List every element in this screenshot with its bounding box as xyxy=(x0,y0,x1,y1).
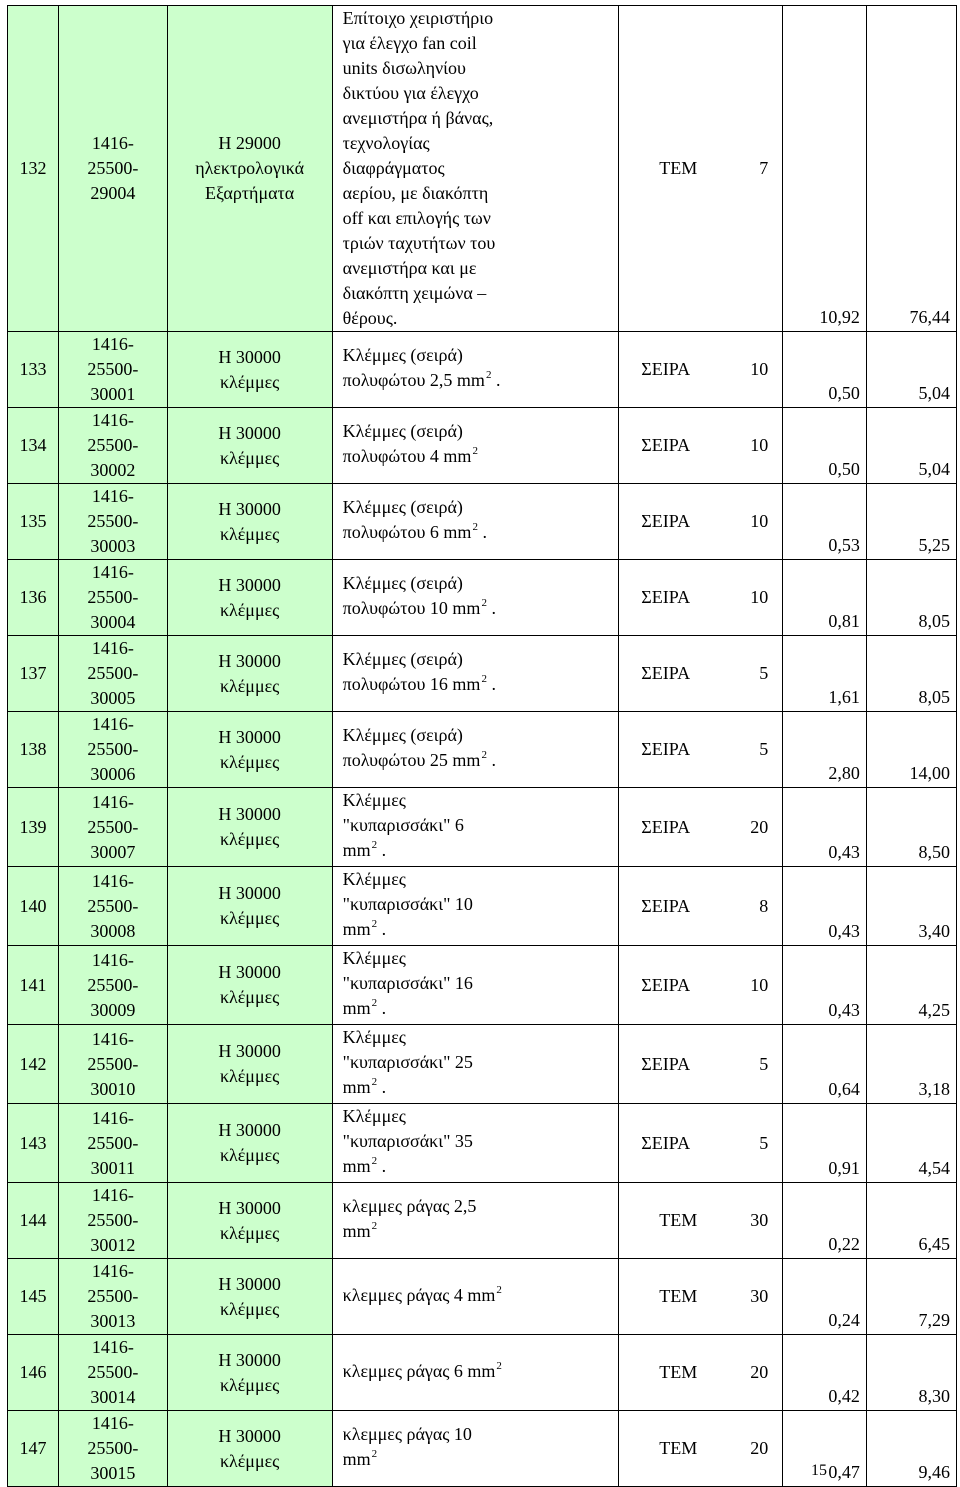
table-row xyxy=(8,1259,957,1335)
item-category: Η 30000 κλέμμες xyxy=(167,1259,332,1335)
table-row xyxy=(8,332,957,408)
description-text: Κλέμμες (σειρά) πολυφώτου 25 mm xyxy=(342,725,481,770)
item-unit-cell xyxy=(619,1411,783,1487)
description-text: κλεμμες ράγας 6 mm xyxy=(342,1360,496,1381)
item-total: 8,05 xyxy=(866,560,956,636)
item-total: 5,25 xyxy=(866,484,956,560)
description-tail: . xyxy=(486,598,496,618)
item-unit-cell xyxy=(619,1335,783,1411)
table-row xyxy=(8,712,957,788)
item-description xyxy=(332,1335,619,1411)
item-quantity: 10 xyxy=(750,435,769,455)
description-superscript: 2 xyxy=(371,1448,378,1460)
description-tail: . xyxy=(377,1156,387,1176)
item-unit-price: 0,43 xyxy=(783,867,867,946)
item-description xyxy=(332,867,619,946)
item-number: 133 xyxy=(8,332,59,408)
item-unit: ΣΕΙΡΑ xyxy=(641,587,691,607)
item-unit-cell xyxy=(619,636,783,712)
item-unit-cell xyxy=(619,408,783,484)
description-tail: . xyxy=(377,840,387,860)
item-unit-price: 1,61 xyxy=(783,636,867,712)
description-tail: . xyxy=(377,1077,387,1097)
item-quantity: 5 xyxy=(759,739,769,759)
item-total: 8,05 xyxy=(866,636,956,712)
description-tail: . xyxy=(377,919,387,939)
item-total: 4,54 xyxy=(866,1104,956,1183)
item-unit-cell xyxy=(619,6,783,332)
item-description xyxy=(332,1411,619,1487)
item-unit-price: 0,22 xyxy=(783,1183,867,1259)
table-row xyxy=(8,1025,957,1104)
description-tail: . xyxy=(477,522,487,542)
price-table-body xyxy=(8,6,957,1487)
item-total: 14,00 xyxy=(866,712,956,788)
item-category: Η 30000 κλέμμες xyxy=(167,788,332,867)
item-quantity: 5 xyxy=(759,1132,769,1153)
item-unit-cell xyxy=(619,560,783,636)
item-code: 1416- 25500- 30003 xyxy=(59,484,168,560)
item-quantity: 20 xyxy=(750,1362,769,1382)
item-number: 140 xyxy=(8,867,59,946)
item-unit-cell xyxy=(619,484,783,560)
item-total: 4,25 xyxy=(866,946,956,1025)
description-text: Κλέμμες (σειρά) πολυφώτου 4 mm xyxy=(342,421,472,466)
item-unit-cell xyxy=(619,1104,783,1183)
table-row xyxy=(8,946,957,1025)
item-unit: ΣΕΙΡΑ xyxy=(641,435,691,455)
item-quantity: 5 xyxy=(759,1053,769,1074)
item-description xyxy=(332,408,619,484)
item-unit-price: 0,50 xyxy=(783,408,867,484)
item-unit: ΤΕΜ xyxy=(659,1210,698,1230)
item-quantity: 30 xyxy=(750,1286,769,1306)
item-category: Η 30000 κλέμμες xyxy=(167,1335,332,1411)
item-number: 145 xyxy=(8,1259,59,1335)
item-category: Η 30000 κλέμμες xyxy=(167,867,332,946)
description-text: Κλέμμες (σειρά) πολυφώτου 6 mm xyxy=(342,497,472,542)
item-unit-price: 0,91 xyxy=(783,1104,867,1183)
item-total: 7,29 xyxy=(866,1259,956,1335)
item-code: 1416- 25500- 30012 xyxy=(59,1183,168,1259)
item-unit-price: 0,43 xyxy=(783,788,867,867)
table-row xyxy=(8,560,957,636)
item-unit-cell xyxy=(619,1183,783,1259)
item-total: 5,04 xyxy=(866,332,956,408)
item-category: Η 30000 κλέμμες xyxy=(167,484,332,560)
page-number: 15 xyxy=(811,1462,827,1479)
item-code: 1416- 25500- 30013 xyxy=(59,1259,168,1335)
item-unit: ΣΕΙΡΑ xyxy=(641,1053,691,1074)
item-number: 137 xyxy=(8,636,59,712)
item-unit: ΣΕΙΡΑ xyxy=(641,739,691,759)
item-unit-cell xyxy=(619,1259,783,1335)
item-category: Η 30000 κλέμμες xyxy=(167,332,332,408)
item-unit: ΣΕΙΡΑ xyxy=(641,1132,691,1153)
description-superscript: 2 xyxy=(496,1283,502,1296)
item-description xyxy=(332,484,619,560)
item-category: Η 30000 κλέμμες xyxy=(167,1183,332,1259)
item-code: 1416- 25500- 30011 xyxy=(59,1104,168,1183)
item-description xyxy=(332,1025,619,1104)
description-text: κλεμμες ράγας 4 mm xyxy=(342,1284,496,1305)
item-quantity: 10 xyxy=(750,359,769,379)
item-unit-price: 10,92 xyxy=(783,6,867,332)
item-unit: ΣΕΙΡΑ xyxy=(641,359,691,379)
item-number: 136 xyxy=(8,560,59,636)
item-unit-cell xyxy=(619,788,783,867)
item-number: 146 xyxy=(8,1335,59,1411)
item-category: Η 30000 κλέμμες xyxy=(167,1025,332,1104)
item-unit-price: 0,42 xyxy=(783,1335,867,1411)
item-code: 1416- 25500- 30009 xyxy=(59,946,168,1025)
description-text: Κλέμμες "κυπαρισσάκι" 35 mm xyxy=(342,1106,473,1176)
item-unit-price: 0,64 xyxy=(783,1025,867,1104)
item-unit: ΣΕΙΡΑ xyxy=(641,511,691,531)
description-text: Κλέμμες (σειρά) πολυφώτου 16 mm xyxy=(342,649,481,694)
description-superscript: 2 xyxy=(481,673,487,685)
table-row xyxy=(8,788,957,867)
description-superscript: 2 xyxy=(371,997,378,1009)
item-number: 143 xyxy=(8,1104,59,1183)
table-row xyxy=(8,1104,957,1183)
item-quantity: 30 xyxy=(750,1210,769,1230)
item-code: 1416- 25500- 30014 xyxy=(59,1335,168,1411)
item-unit-price: 0,53 xyxy=(783,484,867,560)
description-superscript: 2 xyxy=(371,918,378,930)
description-text: Κλέμμες (σειρά) πολυφώτου 10 mm xyxy=(342,573,481,618)
item-category: Η 30000 κλέμμες xyxy=(167,1411,332,1487)
item-total: 3,40 xyxy=(866,867,956,946)
table-row xyxy=(8,867,957,946)
item-number: 141 xyxy=(8,946,59,1025)
item-code: 1416- 25500- 30002 xyxy=(59,408,168,484)
item-number: 139 xyxy=(8,788,59,867)
item-unit-cell xyxy=(619,1025,783,1104)
description-superscript: 2 xyxy=(481,597,487,609)
item-number: 147 xyxy=(8,1411,59,1487)
description-text: Κλέμμες "κυπαρισσάκι" 25 mm xyxy=(342,1027,473,1097)
item-number: 132 xyxy=(8,6,59,332)
item-code: 1416- 25500- 30004 xyxy=(59,560,168,636)
description-text: Κλέμμες "κυπαρισσάκι" 16 mm xyxy=(342,948,473,1018)
item-category: Η 30000 κλέμμες xyxy=(167,946,332,1025)
item-unit-price: 2,80 xyxy=(783,712,867,788)
item-total: 8,30 xyxy=(866,1335,956,1411)
item-description xyxy=(332,1183,619,1259)
description-tail: . xyxy=(377,998,387,1018)
item-unit-cell xyxy=(619,332,783,408)
item-unit: ΤΕΜ xyxy=(659,1438,698,1458)
item-unit-cell xyxy=(619,712,783,788)
description-superscript: 2 xyxy=(371,839,378,851)
price-table xyxy=(7,5,957,1487)
item-number: 134 xyxy=(8,408,59,484)
table-row xyxy=(8,484,957,560)
item-description xyxy=(332,636,619,712)
item-category: Η 29000 ηλεκτρολογικά Εξαρτήματα xyxy=(167,6,332,332)
item-unit-price: 0,47 xyxy=(783,1411,867,1487)
item-description xyxy=(332,788,619,867)
item-number: 135 xyxy=(8,484,59,560)
description-superscript: 2 xyxy=(496,1359,502,1372)
item-unit-price: 0,81 xyxy=(783,560,867,636)
item-code: 1416- 25500- 29004 xyxy=(59,6,168,332)
item-total: 76,44 xyxy=(866,6,956,332)
item-quantity: 8 xyxy=(759,895,769,916)
item-unit: ΣΕΙΡΑ xyxy=(641,974,691,995)
description-superscript: 2 xyxy=(371,1076,378,1088)
table-row xyxy=(8,408,957,484)
item-code: 1416- 25500- 30006 xyxy=(59,712,168,788)
item-code: 1416- 25500- 30008 xyxy=(59,867,168,946)
item-unit: ΣΕΙΡΑ xyxy=(641,895,691,916)
item-total: 8,50 xyxy=(866,788,956,867)
item-quantity: 20 xyxy=(750,816,769,837)
description-superscript: 2 xyxy=(371,1155,378,1167)
description-tail: . xyxy=(486,750,496,770)
item-category: Η 30000 κλέμμες xyxy=(167,408,332,484)
item-unit-price: 0,43 xyxy=(783,946,867,1025)
description-superscript: 2 xyxy=(371,1220,378,1232)
item-unit-cell xyxy=(619,867,783,946)
item-unit-price: 0,50 xyxy=(783,332,867,408)
item-code: 1416- 25500- 30005 xyxy=(59,636,168,712)
item-total: 6,45 xyxy=(866,1183,956,1259)
item-number: 138 xyxy=(8,712,59,788)
item-quantity: 10 xyxy=(750,511,769,531)
description-text: Κλέμμες "κυπαρισσάκι" 6 mm xyxy=(342,790,464,860)
item-unit: ΤΕΜ xyxy=(659,1362,698,1382)
description-text: κλεμμες ράγας 10 mm xyxy=(342,1424,472,1469)
item-code: 1416- 25500- 30015 xyxy=(59,1411,168,1487)
table-row xyxy=(8,1335,957,1411)
item-total: 5,04 xyxy=(866,408,956,484)
item-description xyxy=(332,1259,619,1335)
description-text: Επίτοιχο χειριστήριο για έλεγχο fan coil units δισωληνίου δικτύου για έλεγχο ανεμιστήρα ή βάνας, τεχνολογίας διαφράγματος αερίου, με διακόπτη off και επιλογής των τριών ταχυτήτων του ανεμιστήρα και με διακόπτη χειμώνα – θέρους. xyxy=(342,8,496,328)
item-unit: ΣΕΙΡΑ xyxy=(641,663,691,683)
description-superscript: 2 xyxy=(472,521,478,533)
item-unit-price: 0,24 xyxy=(783,1259,867,1335)
item-description xyxy=(332,946,619,1025)
item-category: Η 30000 κλέμμες xyxy=(167,712,332,788)
item-unit: ΤΕΜ xyxy=(659,1286,698,1306)
item-quantity: 5 xyxy=(759,663,769,683)
description-text: Κλέμμες (σειρά) πολυφώτου 2,5 mm xyxy=(342,345,485,390)
description-text: κλεμμες ράγας 2,5 mm xyxy=(342,1196,477,1241)
item-quantity: 20 xyxy=(750,1438,769,1458)
table-row xyxy=(8,6,957,332)
description-superscript: 2 xyxy=(481,749,487,761)
item-unit: ΤΕΜ xyxy=(659,158,698,178)
item-description xyxy=(332,712,619,788)
item-category: Η 30000 κλέμμες xyxy=(167,1104,332,1183)
item-quantity: 7 xyxy=(759,158,769,178)
item-category: Η 30000 κλέμμες xyxy=(167,560,332,636)
item-number: 142 xyxy=(8,1025,59,1104)
description-tail: . xyxy=(486,674,496,694)
item-quantity: 10 xyxy=(750,587,769,607)
table-row xyxy=(8,636,957,712)
item-category: Η 30000 κλέμμες xyxy=(167,636,332,712)
item-description xyxy=(332,332,619,408)
item-description xyxy=(332,6,619,332)
item-code: 1416- 25500- 30001 xyxy=(59,332,168,408)
item-code: 1416- 25500- 30010 xyxy=(59,1025,168,1104)
item-number: 144 xyxy=(8,1183,59,1259)
item-total: 9,46 xyxy=(866,1411,956,1487)
item-description xyxy=(332,560,619,636)
item-unit-cell xyxy=(619,946,783,1025)
item-description xyxy=(332,1104,619,1183)
description-tail: . xyxy=(491,370,501,390)
item-code: 1416- 25500- 30007 xyxy=(59,788,168,867)
item-unit: ΣΕΙΡΑ xyxy=(641,816,691,837)
description-superscript: 2 xyxy=(472,445,478,457)
item-total: 3,18 xyxy=(866,1025,956,1104)
description-text: Κλέμμες "κυπαρισσάκι" 10 mm xyxy=(342,869,473,939)
description-superscript: 2 xyxy=(485,369,492,381)
item-quantity: 10 xyxy=(750,974,769,995)
table-row xyxy=(8,1183,957,1259)
